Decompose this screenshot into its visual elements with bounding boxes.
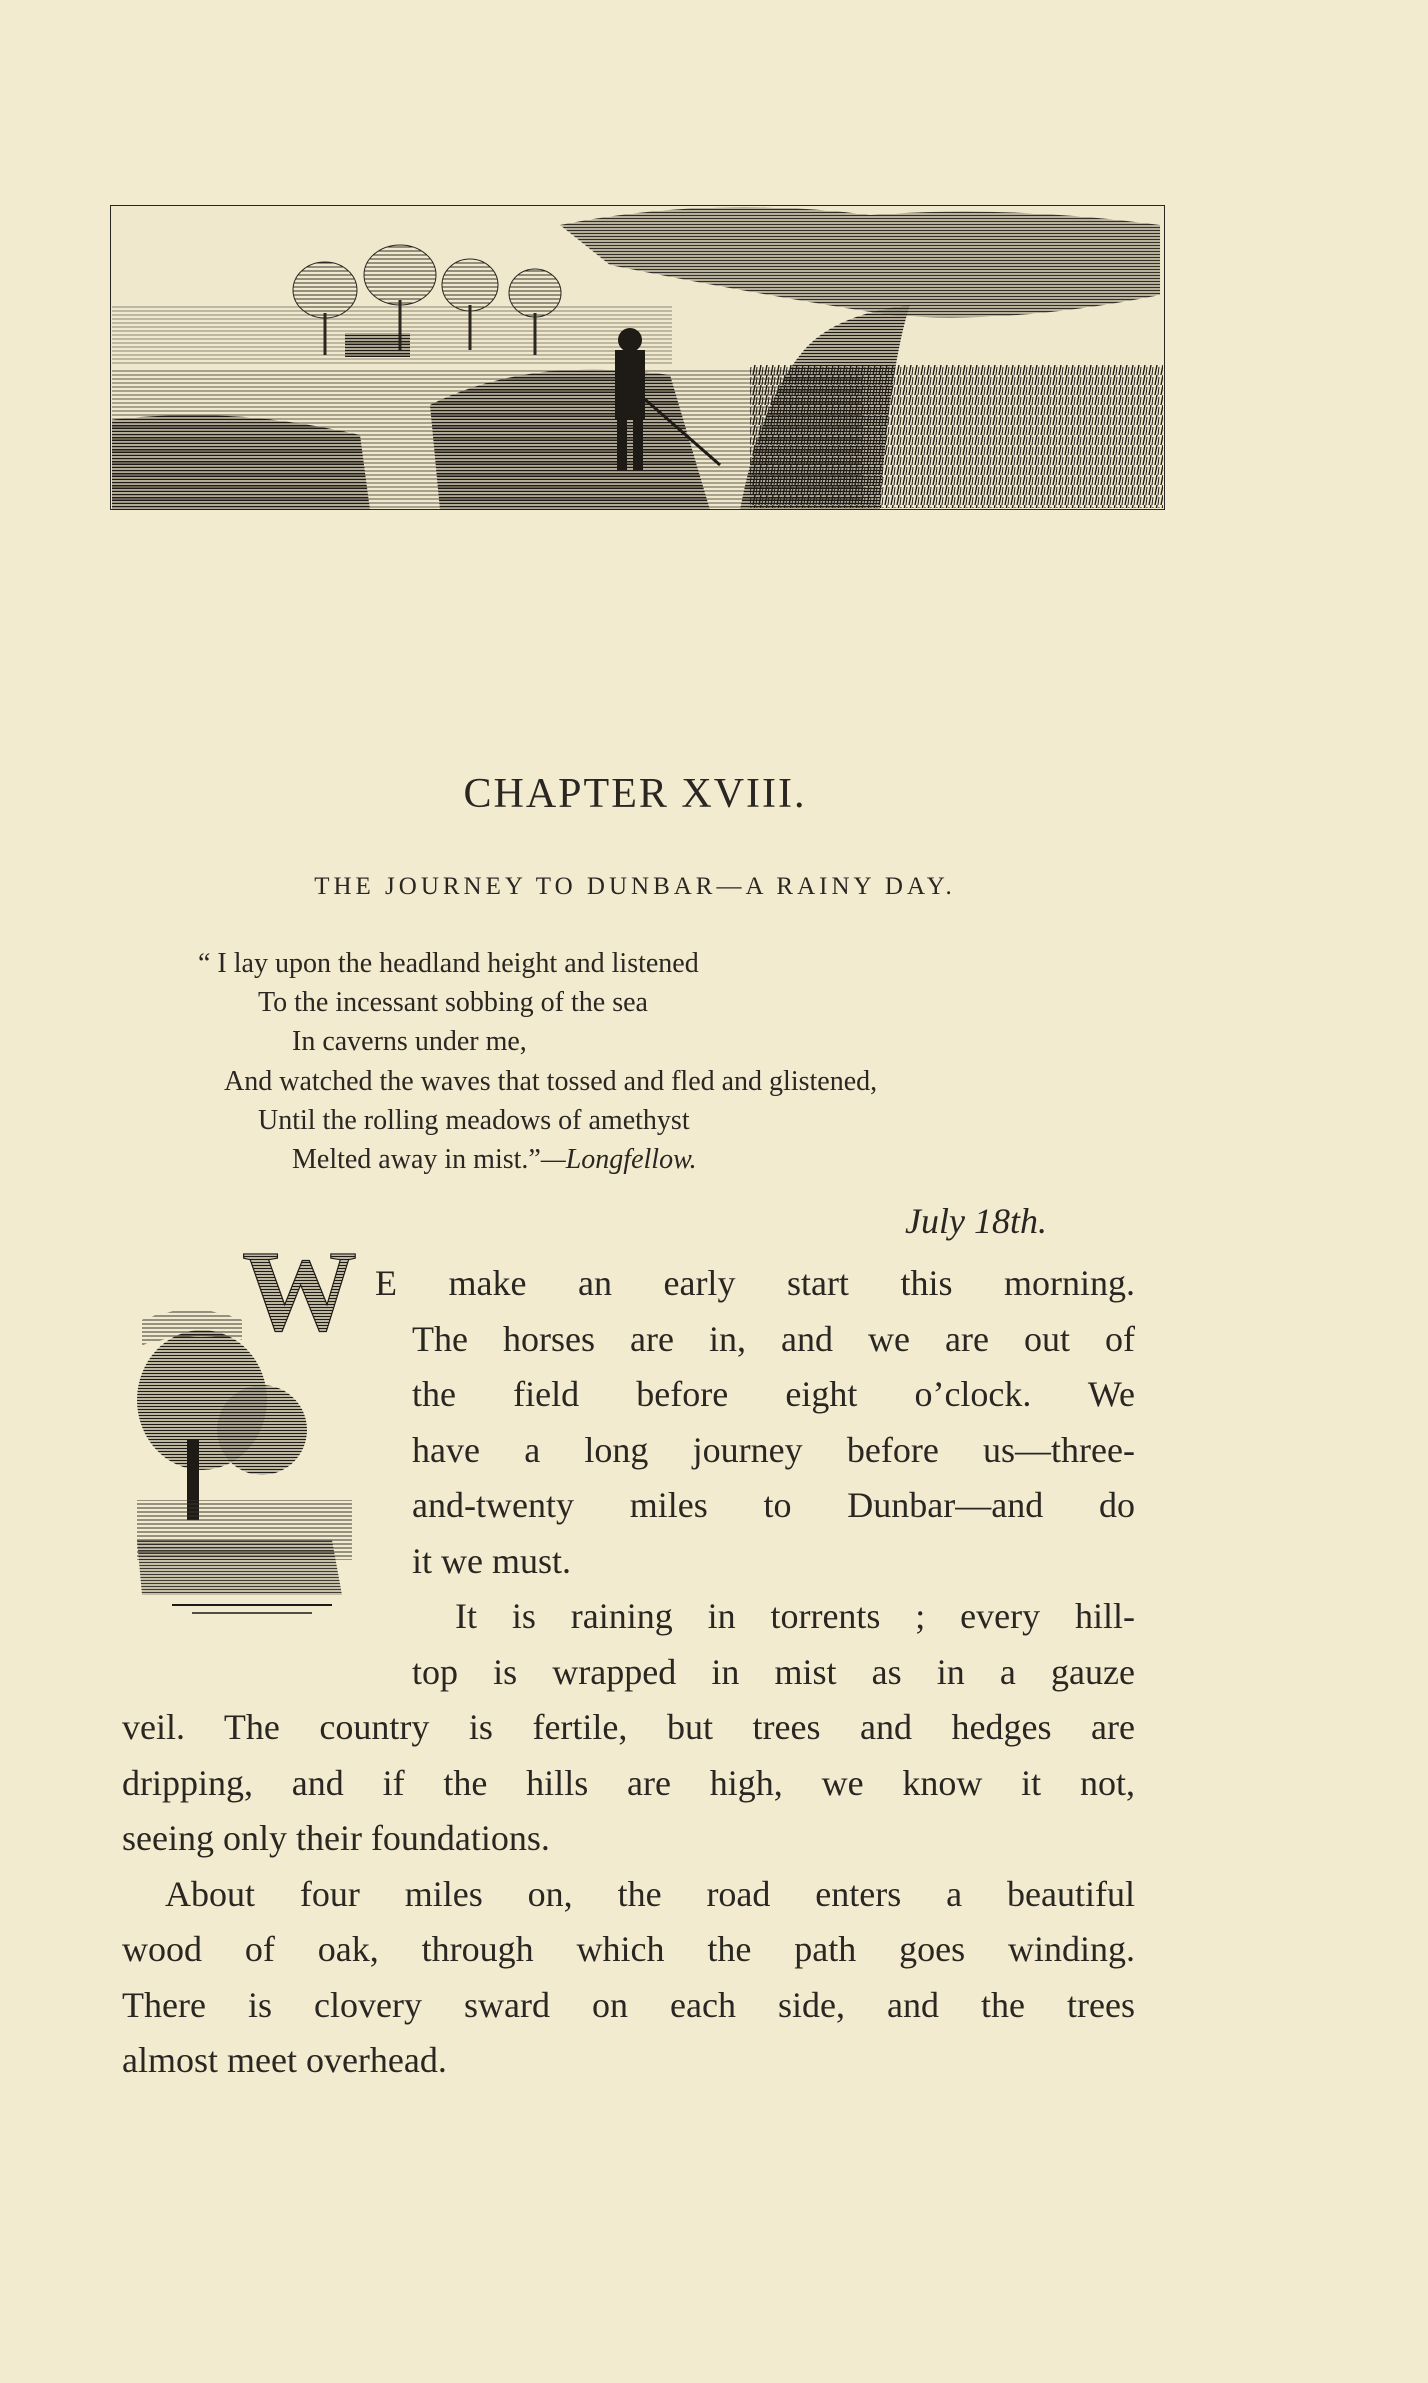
body-line: top is wrapped in mist as in a gauze — [412, 1652, 1135, 1692]
body-line: The horses are in, and we are out of — [412, 1319, 1135, 1359]
poem-line: To the incessant sobbing of the sea — [258, 987, 648, 1018]
dropcap-illustration — [132, 1210, 362, 1650]
body-line: There is clovery sward on each side, and the trees — [122, 1985, 1135, 2025]
poem-line: In caverns under me, — [292, 1026, 527, 1057]
body-line: dripping, and if the hills are high, we know it not, — [122, 1763, 1135, 1803]
body-line: almost meet overhead. — [122, 2040, 447, 2080]
poem-line: Melted away in mist.” — [292, 1144, 541, 1175]
body-line: it we must. — [412, 1541, 571, 1581]
body-line: veil. The country is fertile, but trees and hedges are — [122, 1707, 1135, 1747]
chapter-title: CHAPTER XVIII. — [463, 771, 807, 817]
body-line: About four miles on, the road enters a beautiful — [165, 1874, 1135, 1914]
poem-attribution: —Longfellow. — [540, 1144, 697, 1175]
body-line: and-twenty miles to Dunbar—and do — [412, 1485, 1135, 1525]
entry-date: July 18th. — [905, 1201, 1047, 1241]
poem-line: “ I lay upon the headland height and listened — [198, 948, 699, 979]
chapter-subtitle: THE JOURNEY TO DUNBAR—A RAINY DAY. — [314, 873, 956, 900]
body-line: E make an early start this morning. — [375, 1263, 1135, 1303]
poem-line: And watched the waves that tossed and fled and glistened, — [224, 1066, 878, 1097]
header-engraving-landscape — [110, 205, 1165, 510]
dropcap-letter: W — [242, 1228, 357, 1355]
poem-last-line — [292, 1144, 697, 1176]
body-line: have a long journey before us—three- — [412, 1430, 1135, 1470]
poem-line: Until the rolling meadows of amethyst — [258, 1105, 690, 1136]
body-line: wood of oak, through which the path goes winding. — [122, 1929, 1135, 1969]
body-line: the field before eight o’clock. We — [412, 1374, 1135, 1414]
body-line: seeing only their foundations. — [122, 1818, 550, 1858]
body-line: It is raining in torrents ; every hill- — [455, 1596, 1135, 1636]
